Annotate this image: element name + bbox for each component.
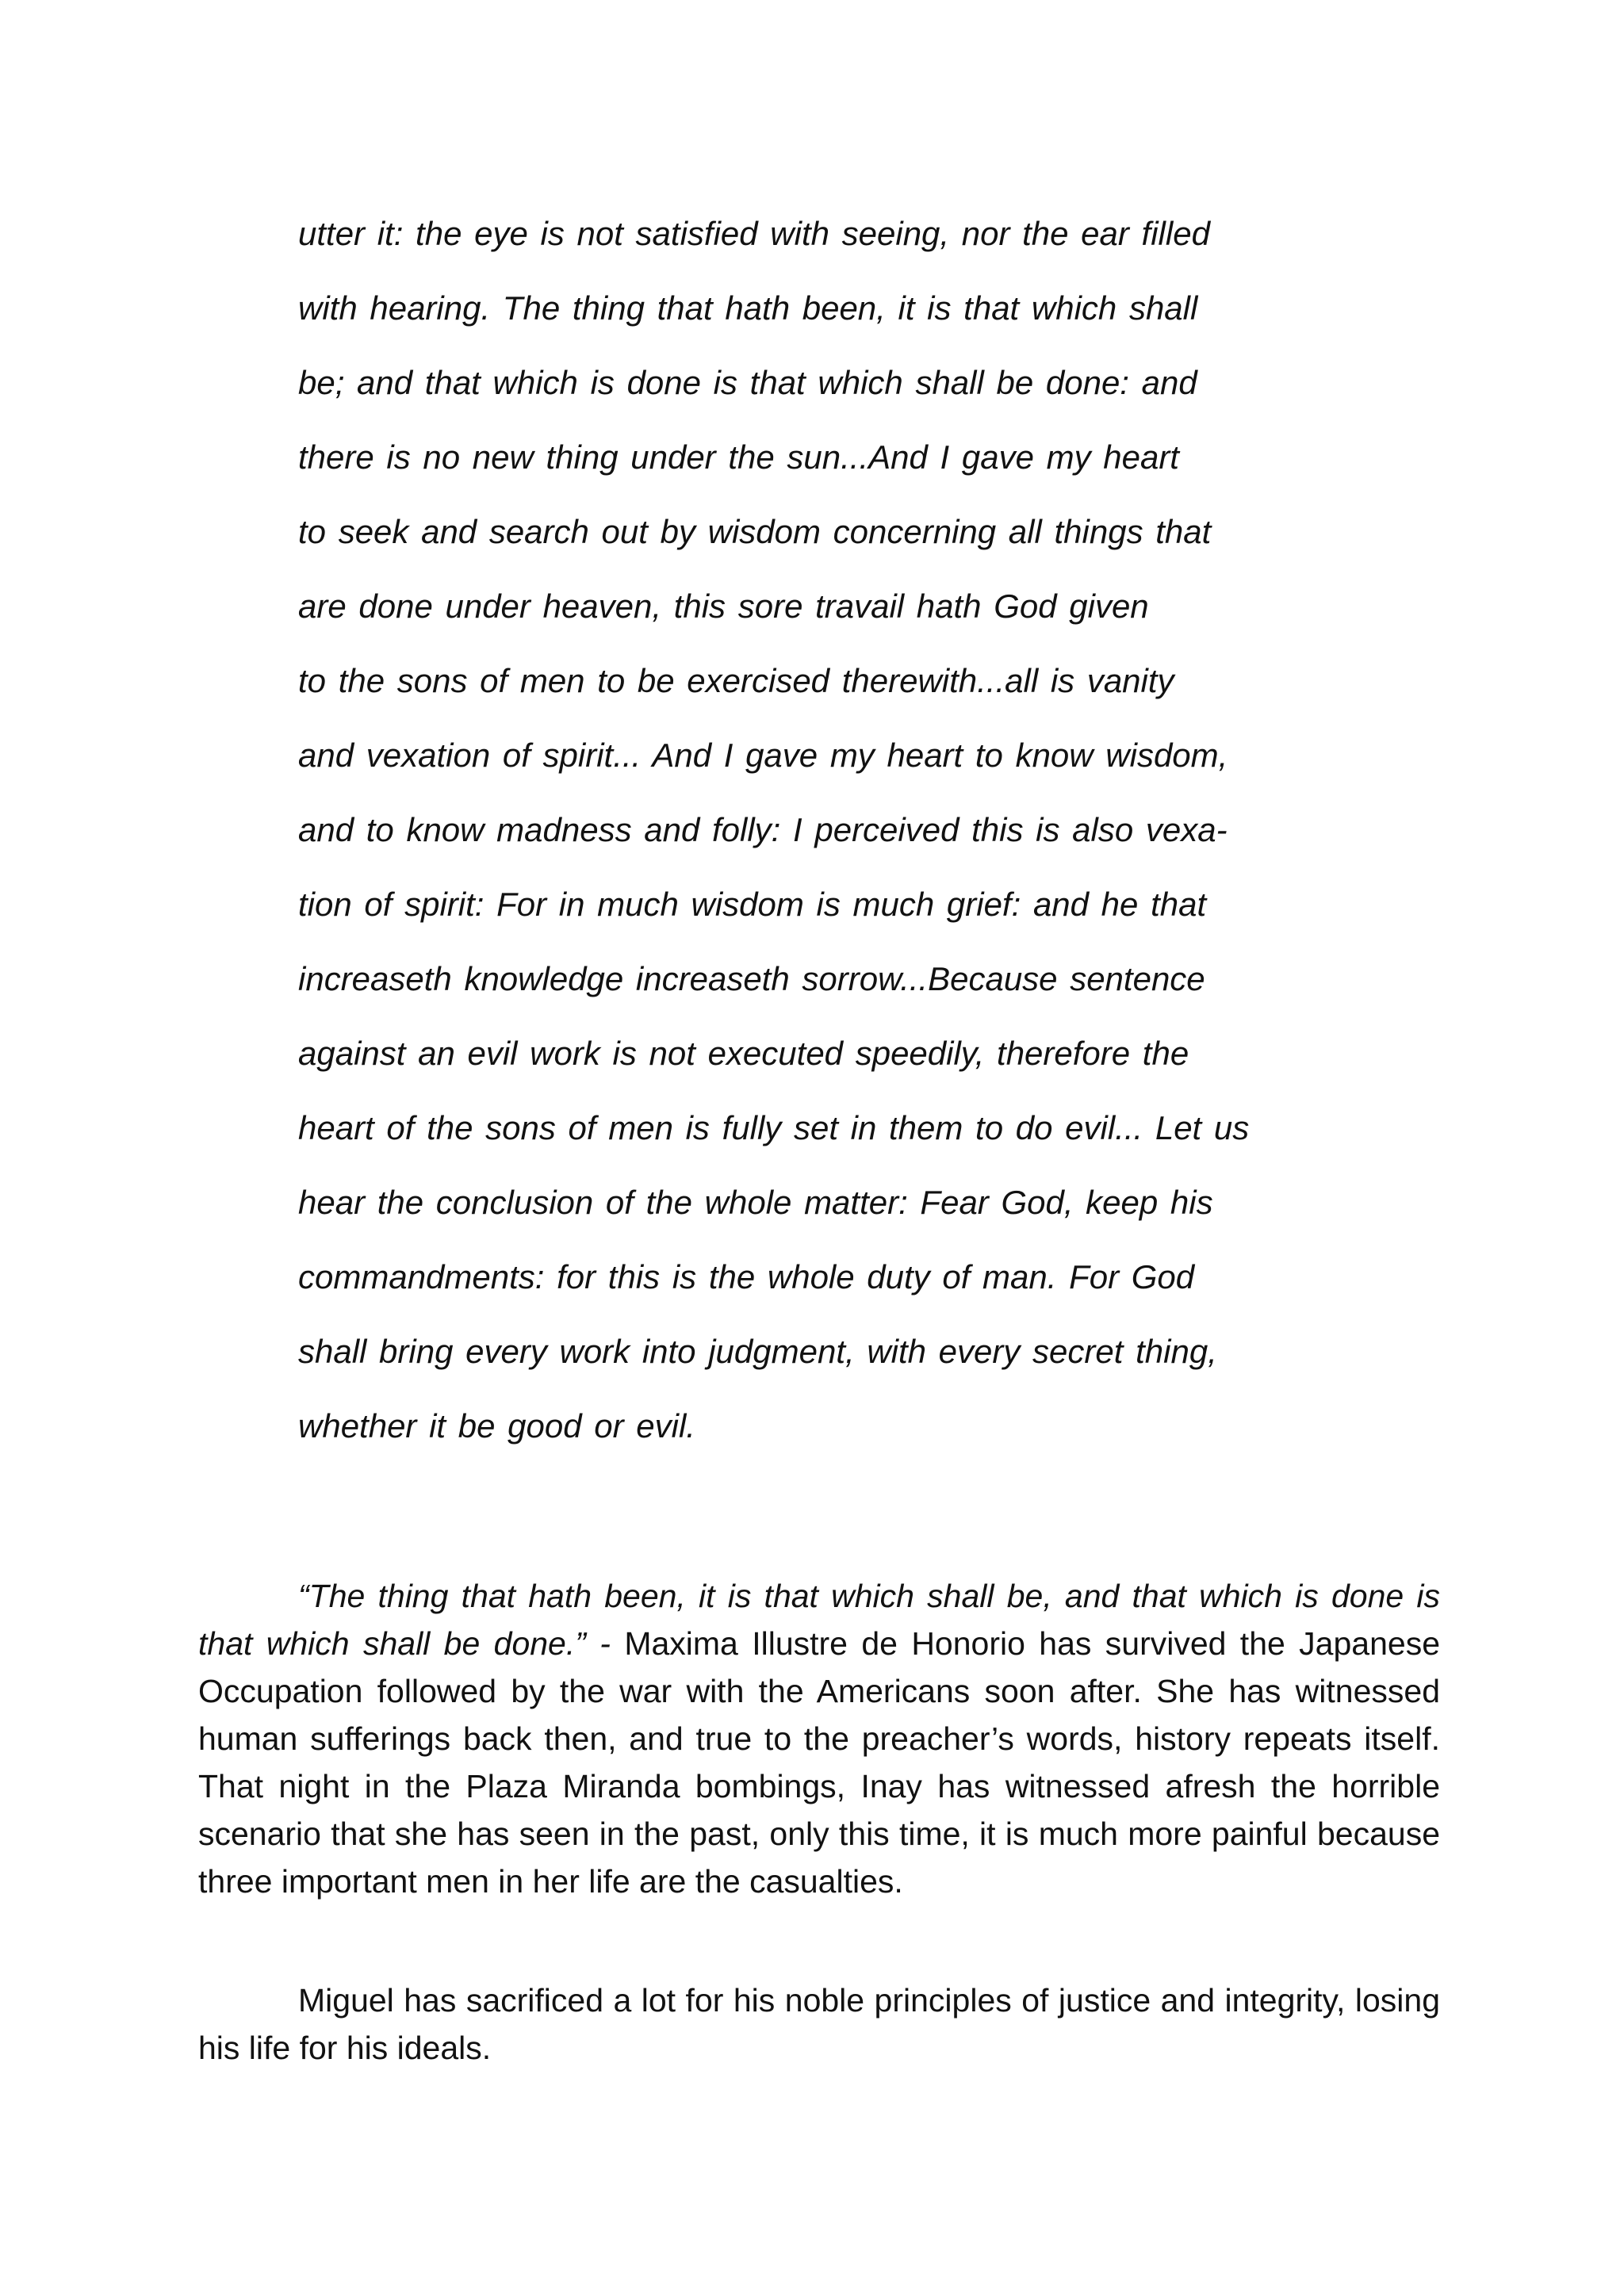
quote-line: be; and that which is done is that which shall be done: and [298, 364, 1197, 401]
quote-line: and to know madness and folly: I perceived this is also vexa- [298, 811, 1228, 848]
quote-line: with hearing. The thing that hath been, it is that which shall [298, 289, 1198, 327]
body-paragraph-honorio [198, 1572, 1440, 1905]
quote-line: there is no new thing under the sun...And I gave my heart [298, 438, 1179, 476]
quote-line: commandments: for this is the whole duty of man. For God [298, 1258, 1195, 1295]
quote-line: shall bring every work into judgment, with every secret thing, [298, 1333, 1217, 1370]
quote-line: utter it: the eye is not satisfied with seeing, nor the ear filled [298, 215, 1210, 252]
quote-line: heart of the sons of men is fully set in them to do evil... Let us [298, 1109, 1250, 1146]
quote-line: whether it be good or evil. [298, 1407, 695, 1445]
quote-line: against an evil work is not executed speedily, therefore the [298, 1035, 1189, 1072]
paragraph-text: Miguel has sacrificed a lot for his noble principles of justice and integrity, losing his life for his ideals. [198, 1982, 1440, 2066]
quote-line: and vexation of spirit... And I gave my heart to know wisdom, [298, 737, 1228, 774]
quote-line: tion of spirit: For in much wisdom is much grief: and he that [298, 886, 1207, 923]
scripture-quote-block [298, 197, 1329, 1464]
quote-line: are done under heaven, this sore travail hath God given [298, 587, 1149, 625]
quote-line: hear the conclusion of the whole matter: Fear God, keep his [298, 1184, 1213, 1221]
quote-line: to the sons of men to be exercised therewith...all is vanity [298, 662, 1174, 699]
quote-line: increaseth knowledge increaseth sorrow...Because sentence [298, 960, 1205, 997]
body-paragraph-miguel [198, 1976, 1440, 2072]
quote-line: to seek and search out by wisdom concerning all things that [298, 513, 1212, 550]
paragraph-text: Maxima Illustre de Honorio has survived the Japanese Occupation followed by the war with the Americans soon after. She has witnessed human sufferings back then, and true to the preacher’s words, history repeats itself. That night in the Plaza Miranda bombings, Inay has witnessed afresh the horrible scenario that she has seen in the past, only this time, it is much more painful because three important men in her life are the casualties. [198, 1625, 1440, 1900]
ecclesiastes-citation: “The thing that hath been, it is that which shall be, and that which is done is that which shall be done.” - [198, 1578, 1440, 1662]
